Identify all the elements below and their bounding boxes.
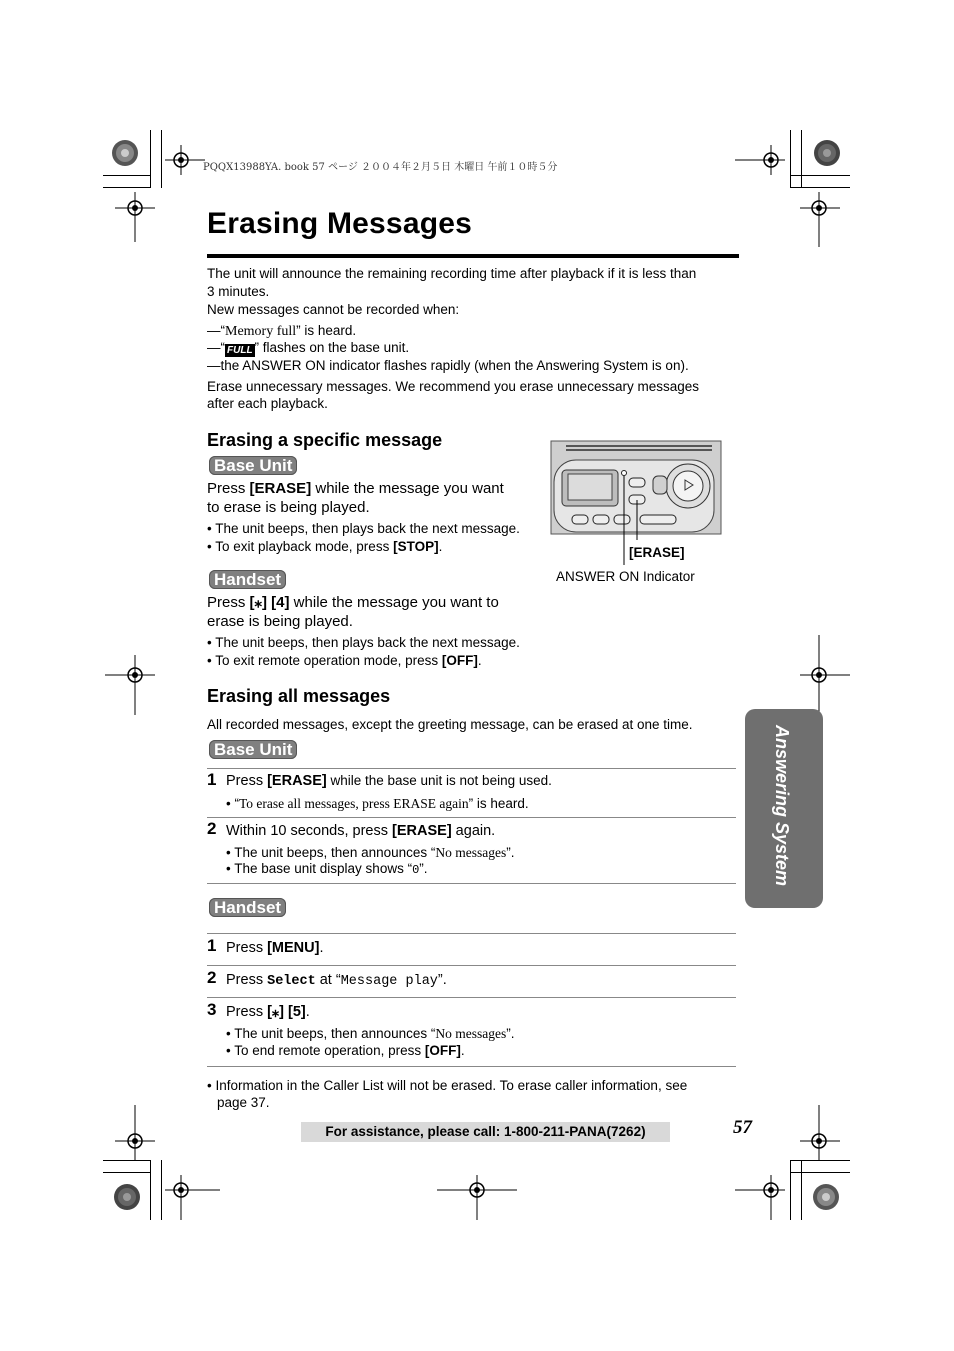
bullet: • “To erase all messages, press ERASE again” is heard.	[226, 796, 529, 811]
intro-advice: Erase unnecessary messages. We recommend you erase unnecessary messages	[207, 379, 699, 394]
handset-instruction: erase is being played.	[207, 613, 353, 630]
starburst-mark-icon	[113, 1183, 141, 1211]
bullet: • The unit beeps, then announces “No messages”.	[226, 845, 515, 860]
title-underline	[207, 254, 739, 258]
intro-line: 3 minutes.	[207, 284, 270, 299]
full-display-icon: FULL	[227, 345, 253, 356]
registration-target-icon	[735, 145, 785, 175]
registration-target-icon	[800, 192, 840, 247]
step-number: 2	[207, 968, 217, 987]
intro-line: New messages cannot be recorded when:	[207, 302, 460, 317]
step-number: 2	[207, 819, 217, 838]
divider	[207, 768, 736, 769]
registration-target-icon	[800, 635, 850, 715]
answer-on-indicator-label: ANSWER ON Indicator	[556, 569, 695, 584]
bullet: • To end remote operation, press [OFF].	[226, 1043, 465, 1058]
registration-target-icon	[800, 1105, 840, 1160]
divider	[207, 933, 736, 934]
handset-label: Handset	[209, 898, 286, 917]
registration-target-icon	[735, 1175, 785, 1220]
bullet: • The unit beeps, then plays back the next message.	[207, 635, 520, 650]
print-file-header: PQQX13988YA. book 57 ページ ２００４年２月５日 木曜日 午前１０時５分	[203, 162, 558, 173]
base-instruction: to erase is being played.	[207, 499, 370, 516]
step-number: 3	[207, 1000, 217, 1019]
page-title: Erasing Messages	[207, 207, 472, 240]
registration-target-icon	[165, 1175, 220, 1220]
step-text: Press Select at “Message play”.	[226, 972, 447, 989]
divider	[207, 997, 736, 998]
bullet: • To exit remote operation mode, press [OFF].	[207, 653, 482, 668]
divider	[207, 817, 736, 818]
caller-list-note: page 37.	[217, 1095, 270, 1110]
intro-line: The unit will announce the remaining recording time after playback if it is less than	[207, 266, 697, 281]
intro-advice: after each playback.	[207, 396, 328, 411]
caller-list-note: • Information in the Caller List will not be erased. To erase caller information, see	[207, 1078, 688, 1093]
handset-instruction: Press [⁎] [4] while the message you want to	[207, 594, 499, 611]
condition-answer-on: —the ANSWER ON indicator flashes rapidly (when the Answering System is on).	[207, 358, 689, 373]
registration-target-icon	[437, 1175, 517, 1220]
step-text: Press [ERASE] while the base unit is not being used.	[226, 773, 552, 789]
divider	[207, 1066, 736, 1067]
starburst-mark-icon	[812, 1183, 840, 1211]
step-text: Press [MENU].	[226, 940, 324, 956]
base-unit-label: Base Unit	[209, 740, 297, 759]
bullet: • The base unit display shows “0”.	[226, 861, 428, 877]
starburst-mark-icon	[813, 139, 841, 167]
divider	[207, 965, 736, 966]
section-heading-all: Erasing all messages	[207, 686, 391, 706]
step-number: 1	[207, 936, 217, 955]
base-unit-label: Base Unit	[209, 456, 297, 475]
section-heading-specific: Erasing a specific message	[207, 430, 443, 450]
bullet: • The unit beeps, then plays back the next message.	[207, 521, 520, 536]
all-intro: All recorded messages, except the greeting message, can be erased at one time.	[207, 717, 693, 732]
erase-button-label: [ERASE]	[629, 545, 685, 560]
page-number: 57	[733, 1117, 752, 1138]
divider	[207, 883, 736, 884]
side-tab-label: Answering System	[772, 725, 792, 887]
assistance-footer: For assistance, please call: 1-800-211-PANA(7262)	[325, 1124, 646, 1139]
step-number: 1	[207, 770, 217, 789]
step-text: Within 10 seconds, press [ERASE] again.	[226, 823, 496, 839]
starburst-mark-icon	[111, 139, 139, 167]
bullet: • The unit beeps, then announces “No messages”.	[226, 1026, 515, 1041]
registration-target-icon	[165, 145, 205, 175]
condition-full-display: —“ FULL ” flashes on the base unit.	[207, 340, 410, 356]
step-text: Press [⁎] [5].	[226, 1004, 310, 1020]
registration-target-icon	[115, 192, 155, 242]
registration-target-icon	[115, 1105, 155, 1160]
base-instruction: Press [ERASE] while the message you want	[207, 480, 504, 497]
bullet: • To exit playback mode, press [STOP].	[207, 539, 443, 554]
handset-label: Handset	[209, 570, 286, 589]
registration-target-icon	[105, 655, 155, 715]
condition-memory-full: —“Memory full” is heard.	[207, 323, 357, 339]
